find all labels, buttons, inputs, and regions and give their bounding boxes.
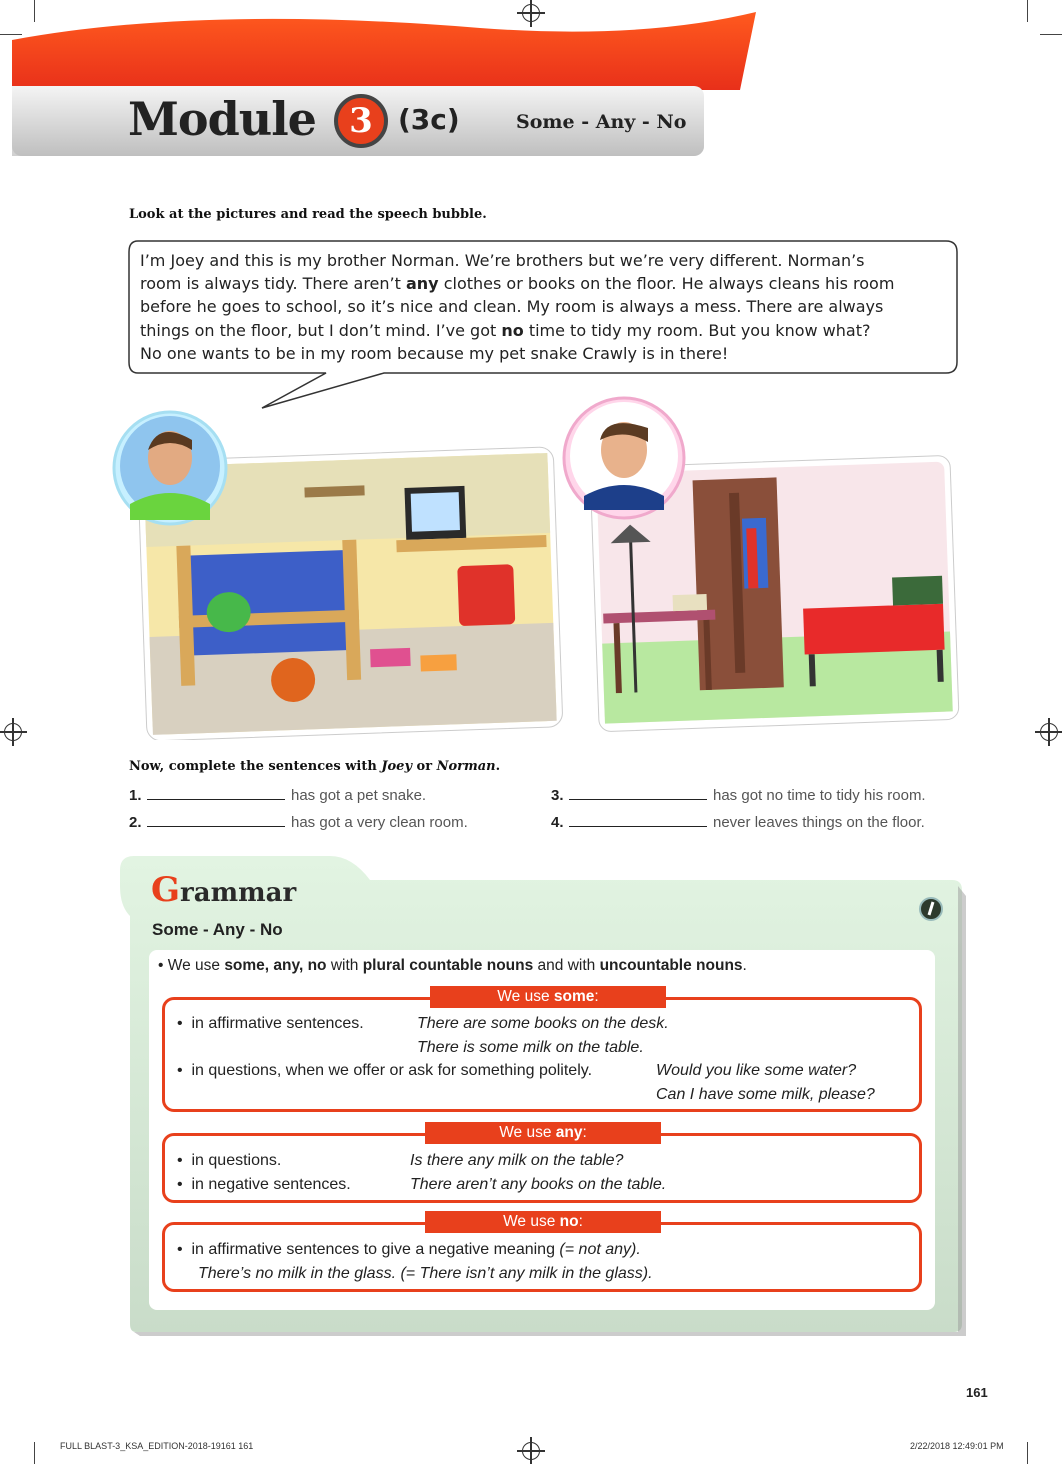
bubble-text-part: clothes or books on the floor. He always cleans his room xyxy=(438,274,895,294)
lesson-topic: Some - Any - No xyxy=(516,111,687,133)
rule-line: • in affirmative sentences. xyxy=(177,1015,364,1032)
grammar-heading-initial: G xyxy=(151,870,181,910)
print-footer-right: 2/22/2018 12:49:01 PM xyxy=(910,1441,1004,1451)
item-text: has got a very clean room. xyxy=(291,814,468,831)
reading-instruction: Look at the pictures and read the speech bubble. xyxy=(129,207,487,222)
bubble-keyword: no xyxy=(501,320,524,340)
norman-tidy-room-illustration xyxy=(562,388,962,738)
module-title: Module xyxy=(128,92,316,146)
speech-bubble-text xyxy=(140,249,940,365)
item-number: 2. xyxy=(129,814,142,831)
rule-line: • in questions, when we offer or ask for something politely. xyxy=(177,1062,593,1079)
name-joey: Joey xyxy=(381,759,413,774)
example-sentence: There aren’t any books on the table. xyxy=(410,1176,667,1193)
example-sentence: Can I have some milk, please? xyxy=(656,1086,875,1103)
info-icon xyxy=(918,896,944,922)
intro-text: and with xyxy=(533,957,600,974)
tab-text: We use xyxy=(497,988,554,1005)
tab-keyword: no xyxy=(559,1213,579,1230)
rule-text: in questions, when we offer or ask for something politely. xyxy=(191,1062,593,1079)
example-sentence: Is there any milk on the table? xyxy=(410,1152,624,1169)
grammar-heading xyxy=(151,870,296,910)
example-sentence: Would you like some water? xyxy=(656,1062,857,1079)
intro-text: We use xyxy=(167,957,225,974)
registration-mark-icon xyxy=(1040,723,1058,741)
crop-mark xyxy=(34,1442,35,1464)
rule-line: • in questions. xyxy=(177,1152,282,1169)
rule-tab-no xyxy=(425,1211,661,1233)
rule-text: in questions. xyxy=(191,1152,282,1169)
grammar-heading-rest: rammar xyxy=(180,878,297,908)
intro-bold: uncountable nouns xyxy=(599,957,743,974)
tab-keyword: some xyxy=(553,988,595,1005)
page-number: 161 xyxy=(966,1385,988,1400)
item-text: has got a pet snake. xyxy=(291,787,427,804)
intro-text: with xyxy=(326,957,363,974)
bubble-keyword: any xyxy=(405,274,439,294)
instruction-text: . xyxy=(495,759,501,774)
crop-mark xyxy=(1027,1442,1028,1464)
intro-text: . xyxy=(742,957,747,974)
tab-text: : xyxy=(594,988,599,1005)
bubble-line xyxy=(140,319,940,342)
grammar-intro: • We use some, any, no with plural countable nouns and with uncountable nouns. xyxy=(158,957,747,974)
joey-messy-room-illustration xyxy=(108,400,564,740)
item-number: 1. xyxy=(129,787,142,804)
tab-text: We use xyxy=(499,1124,556,1141)
instruction-text: or xyxy=(412,759,437,774)
grammar-subtitle: Some - Any - No xyxy=(152,920,283,939)
bubble-line: No one wants to be in my room because my pet snake Crawly is in there! xyxy=(140,343,729,363)
tab-text: : xyxy=(578,1213,583,1230)
intro-bold: some, any, no xyxy=(224,957,327,974)
example-sentence: There is some milk on the table. xyxy=(417,1039,644,1056)
module-number-badge: 3 xyxy=(334,94,388,148)
bubble-line: before he goes to school, so it’s nice and clean. My room is always a mess. There are always xyxy=(140,297,884,317)
answer-blank[interactable] xyxy=(569,786,707,800)
tab-text: : xyxy=(582,1124,587,1141)
tab-text: We use xyxy=(503,1213,560,1230)
lesson-code: (3c) xyxy=(398,103,460,136)
exercise-item xyxy=(551,786,926,804)
item-text: has got no time to tidy his room. xyxy=(713,787,926,804)
intro-bold: plural countable nouns xyxy=(362,957,534,974)
bubble-line: I’m Joey and this is my brother Norman. We’re brothers but we’re very different. Norman’s xyxy=(140,251,865,270)
rule-note: (= not any). xyxy=(559,1241,641,1258)
rule-text: in negative sentences. xyxy=(191,1176,351,1193)
answer-blank[interactable] xyxy=(569,813,707,827)
registration-mark-icon xyxy=(522,1442,540,1460)
print-footer-left: FULL BLAST-3_KSA_EDITION-2018-19161 161 xyxy=(60,1441,254,1451)
answer-blank[interactable] xyxy=(147,813,285,827)
example-sentence: There are some books on the desk. xyxy=(417,1015,669,1032)
item-number: 3. xyxy=(551,787,564,804)
item-number: 4. xyxy=(551,814,564,831)
item-text: never leaves things on the floor. xyxy=(713,814,925,831)
bubble-text-part: things on the floor, but I don’t mind. I’ve got xyxy=(140,320,502,340)
instruction-text: Now, complete the sentences with xyxy=(129,759,382,774)
registration-mark-icon xyxy=(4,723,22,741)
exercise-item xyxy=(129,813,468,831)
example-sentence: There’s no milk in the glass. (= There isn’t any milk in the glass). xyxy=(198,1265,653,1282)
rule-tab-any xyxy=(425,1122,661,1144)
tab-keyword: any xyxy=(555,1124,583,1141)
rule-text: in affirmative sentences. xyxy=(191,1015,364,1032)
exercise-instruction xyxy=(129,759,500,774)
answer-blank[interactable] xyxy=(147,786,285,800)
exercise-item xyxy=(129,786,426,804)
name-norman: Norman xyxy=(436,759,496,774)
rule-line: • in negative sentences. xyxy=(177,1176,351,1193)
rule-line: • in affirmative sentences to give a negative meaning (= not any). xyxy=(177,1241,641,1258)
exercise-item xyxy=(551,813,925,831)
rule-text: in affirmative sentences to give a negative meaning xyxy=(191,1241,560,1258)
bubble-text-part: room is always tidy. There aren’t xyxy=(140,274,406,294)
rule-tab-some xyxy=(430,986,666,1008)
bubble-line xyxy=(140,272,940,295)
bubble-text-part: time to tidy my room. But you know what? xyxy=(523,320,871,340)
